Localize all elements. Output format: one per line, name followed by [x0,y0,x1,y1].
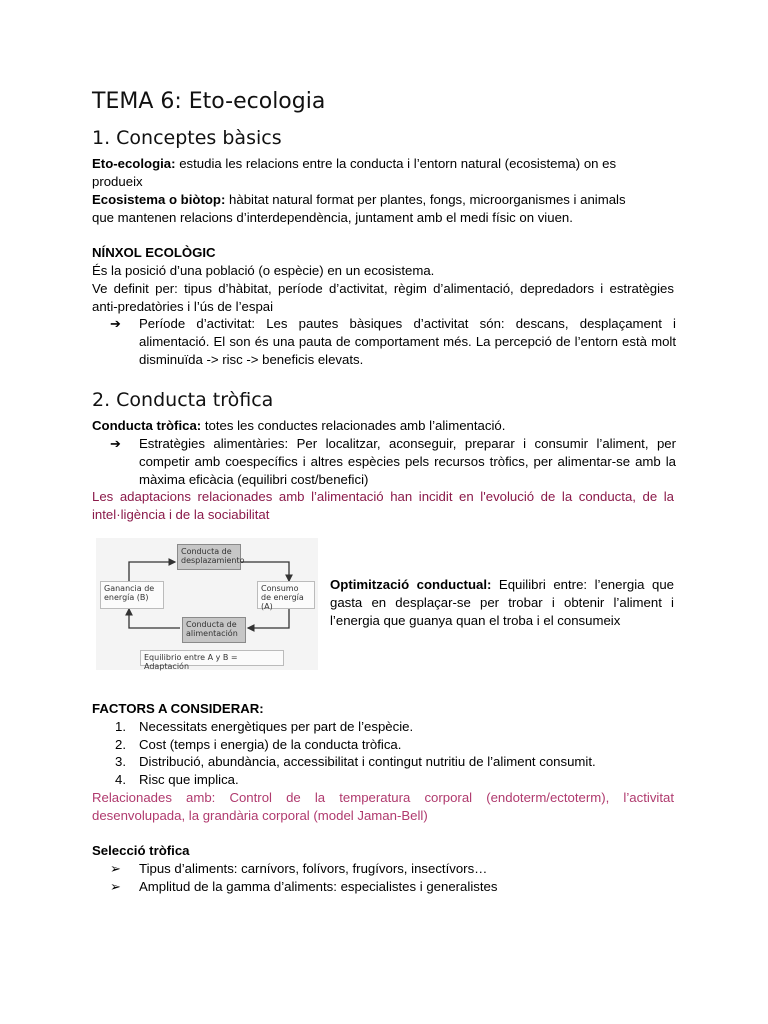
ecosistema-text-1: hàbitat natural format per plantes, fongs, microorganismes i animals [225,192,626,207]
list-item [110,435,676,488]
arrow-bullet-icon: ➔ [110,436,122,451]
list-item [110,878,676,896]
section-1-heading: 1. Conceptes bàsics [92,127,282,149]
factor-text: Cost (temps i energia) de la conducta tròfica. [139,737,402,752]
ninxol-paragraph-2: Ve definit per: tipus d’hàbitat, període d’activitat, règim d’alimentació, depredadors i estratègies anti-predatòries i l’ús de l’espai [92,281,674,314]
list-number: 4. [115,772,126,787]
optimitzacio-term: Optimització conductual: [330,577,492,592]
conducta-trofica-definition [92,417,674,435]
seleccio-item-text: Tipus d’aliments: carnívors, folívors, frugívors, insectívors… [139,861,488,876]
list-item [115,736,675,754]
conducta-alimentacion-box: Conducta de alimentación [182,617,246,643]
list-item [110,315,676,368]
energy-balance-diagram [96,538,318,670]
page-title: TEMA 6: Eto-ecologia [92,89,326,114]
list-item [115,718,675,736]
eto-ecologia-term: Eto-ecologia: [92,156,176,171]
list-item [115,753,675,771]
factor-text: Necessitats energètiques per part de l’espècie. [139,719,414,734]
triangle-bullet-icon: ➢ [110,879,122,894]
optimitzacio-conductual [330,576,674,629]
conducta-trofica-text: totes les conductes relacionades amb l’alimentació. [201,418,506,433]
equilibrio-box: Equilibrio entre A y B = Adaptación [140,650,284,666]
periode-activitat-text: Període d’activitat: Les pautes bàsiques d’activitat són: descans, desplaçament i alimentació. El son és una pauta de comportament més. La percepció de l’entorn està molt disminuïda -> risc -> beneficis elevats. [139,316,676,367]
optimitzacio-text: Equilibri entre: l’energia que gasta en desplaçar-se per trobar i obtenir l’aliment i l’energia que guanya quan el troba i el consumeix [330,577,674,628]
eto-ecologia-text-2: produeix [92,173,143,189]
ecosistema-text-2: que mantenen relacions d’interdependència, juntament amb el medi físic on viuen. [92,209,573,225]
adaptacions-note: Les adaptacions relacionades amb l’alimentació han incidit en l'evolució de la conducta, de la intel·ligència i de la sociabilitat [92,489,674,522]
factor-text: Risc que implica. [139,772,239,787]
eto-ecologia-text-1: estudia les relacions entre la conducta i l’entorn natural (ecosistema) on es [175,156,617,171]
ecosistema-definition [92,191,674,227]
seleccio-trofica-heading: Selecció tròfica [92,843,190,858]
list-item [110,860,676,878]
list-item [115,771,675,789]
estrategies-alimentaries-text: Estratègies alimentàries: Per localitzar, aconseguir, preparar i consumir l’aliment, per competir amb coespecífics i altres espècies pels recursos tròfics, per alimentar-se amb la màxima eficàcia (equilibri cost/benefici) [139,436,676,487]
seleccio-item-text: Amplitud de la gamma d’aliments: especialistes i generalistes [139,879,498,894]
list-number: 1. [115,719,126,734]
conducta-desplazamiento-box: Conducta de desplazamiento [177,544,241,570]
list-number: 2. [115,737,126,752]
factor-text: Distribució, abundància, accessibilitat i contingut nutritiu de l’aliment consumit. [139,754,596,769]
ninxol-paragraph-1: És la posició d’una població (o espècie) en un ecosistema. [92,263,435,278]
ecosistema-term: Ecosistema o biòtop: [92,192,226,207]
relacionades-note: Relacionades amb: Control de la temperatura corporal (endoterm/ectoterm), l’activitat desenvolupada, la grandària corporal (model Jaman-Bell) [92,790,674,823]
triangle-bullet-icon: ➢ [110,861,122,876]
ganancia-energia-box: Ganancia de energía (B) [100,581,164,609]
conducta-trofica-term: Conducta tròfica: [92,418,202,433]
arrow-bullet-icon: ➔ [110,316,122,331]
list-number: 3. [115,754,126,769]
section-2-heading: 2. Conducta tròfica [92,389,274,411]
ninxol-heading: NÍNXOL ECOLÒGIC [92,245,216,260]
factors-heading: FACTORS A CONSIDERAR: [92,701,264,716]
eto-ecologia-definition [92,155,674,191]
consumo-energia-box: Consumo de energía (A) [257,581,315,609]
